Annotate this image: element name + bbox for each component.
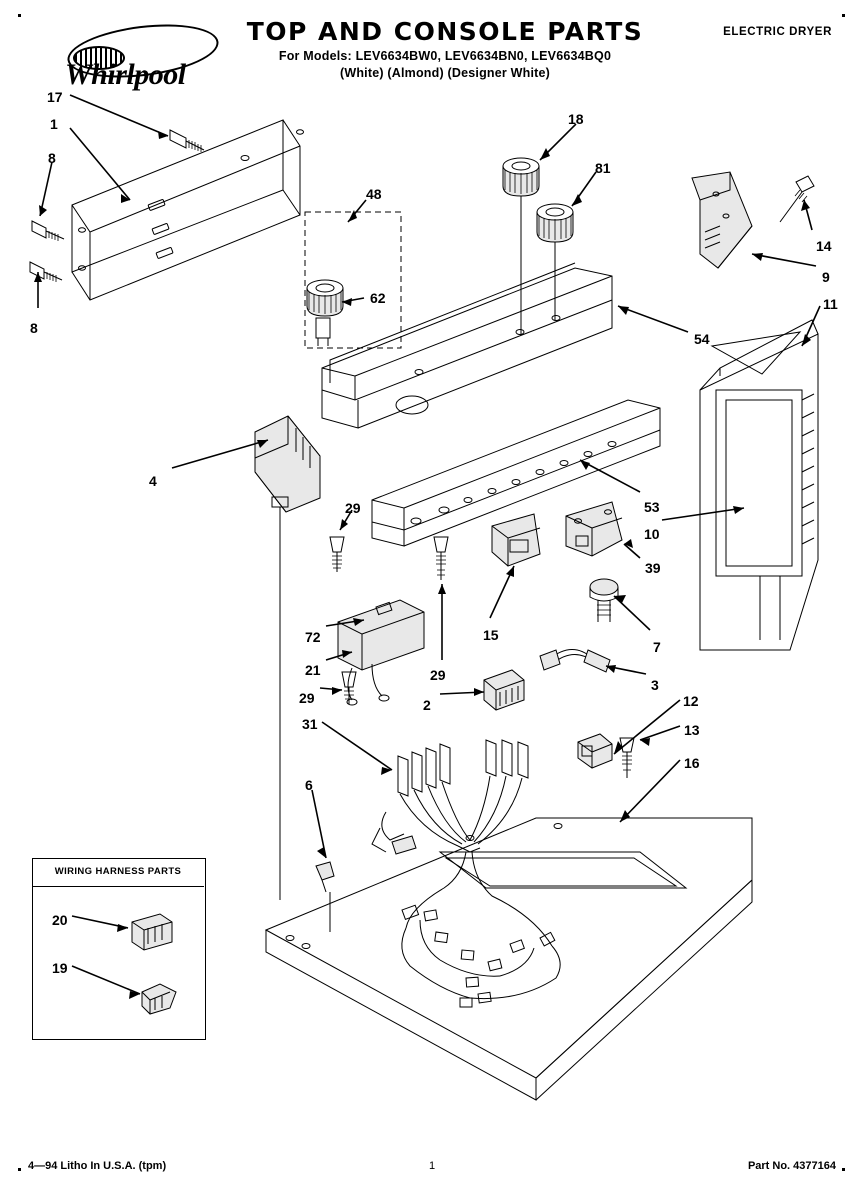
part-12-bracket bbox=[578, 734, 612, 768]
callout-29-low: 29 bbox=[299, 690, 315, 706]
callout-12: 12 bbox=[683, 693, 699, 709]
callout-3: 3 bbox=[651, 677, 659, 693]
part-2-connector bbox=[484, 670, 524, 710]
part-11-rear-panel bbox=[700, 320, 818, 650]
callout-31: 31 bbox=[302, 716, 318, 732]
wiring-harness-legend-title: WIRING HARNESS PARTS bbox=[32, 858, 204, 887]
part-console-rear-bracket bbox=[72, 120, 304, 300]
callout-8-lower: 8 bbox=[30, 320, 38, 336]
brand-name: Whirlpool bbox=[65, 58, 186, 91]
callout-1: 1 bbox=[50, 116, 58, 132]
footer-part-number: Part No. 4377164 bbox=[747, 1160, 836, 1172]
callout-6: 6 bbox=[305, 777, 313, 793]
callout-11: 11 bbox=[823, 296, 838, 312]
colors-line: (White) (Almond) (Designer White) bbox=[339, 66, 551, 80]
callout-62: 62 bbox=[370, 290, 386, 306]
part-54-console-panel bbox=[322, 263, 612, 428]
callout-2: 2 bbox=[423, 697, 431, 713]
callout-17: 17 bbox=[47, 89, 63, 105]
appliance-type-label: ELECTRIC DRYER bbox=[723, 26, 832, 38]
callout-72: 72 bbox=[305, 629, 321, 645]
part-3-wire-lead bbox=[540, 649, 610, 672]
callout-16: 16 bbox=[684, 755, 700, 771]
callout-8: 8 bbox=[48, 150, 56, 166]
part-9-bracket bbox=[692, 172, 752, 268]
callout-15: 15 bbox=[483, 627, 499, 643]
callout-9: 9 bbox=[822, 269, 830, 285]
part-17-screw bbox=[170, 130, 204, 152]
callout-29: 29 bbox=[345, 500, 361, 516]
callout-48: 48 bbox=[366, 186, 382, 202]
callout-7: 7 bbox=[653, 639, 661, 655]
callout-20: 20 bbox=[52, 912, 68, 928]
callout-19: 19 bbox=[52, 960, 68, 976]
models-line: For Models: LEV6634BW0, LEV6634BN0, LEV6634BQ0 bbox=[278, 49, 612, 63]
part-4-console-end-cap bbox=[255, 416, 320, 900]
part-7-screw bbox=[590, 579, 618, 622]
part-62-knob-group bbox=[305, 212, 401, 348]
footer-page-number: 1 bbox=[428, 1160, 436, 1172]
callout-13: 13 bbox=[684, 722, 700, 738]
callout-53: 53 bbox=[644, 499, 660, 515]
callout-14: 14 bbox=[816, 238, 832, 254]
callout-54: 54 bbox=[694, 331, 710, 347]
part-39-switch bbox=[566, 502, 622, 556]
callout-4: 4 bbox=[149, 473, 157, 489]
footer-litho-info: 4—94 Litho In U.S.A. (tpm) bbox=[28, 1160, 167, 1172]
callout-18: 18 bbox=[568, 111, 584, 127]
page-title: TOP AND CONSOLE PARTS bbox=[246, 17, 644, 46]
part-16-cabinet-top bbox=[266, 818, 752, 1100]
callout-10: 10 bbox=[644, 526, 660, 542]
callout-81: 81 bbox=[595, 160, 611, 176]
part-8-screws bbox=[30, 221, 64, 282]
callout-21: 21 bbox=[305, 662, 321, 678]
callout-39: 39 bbox=[645, 560, 661, 576]
part-14-screw bbox=[780, 176, 814, 222]
part-15-bracket bbox=[492, 514, 540, 566]
callout-29-mid: 29 bbox=[430, 667, 446, 683]
